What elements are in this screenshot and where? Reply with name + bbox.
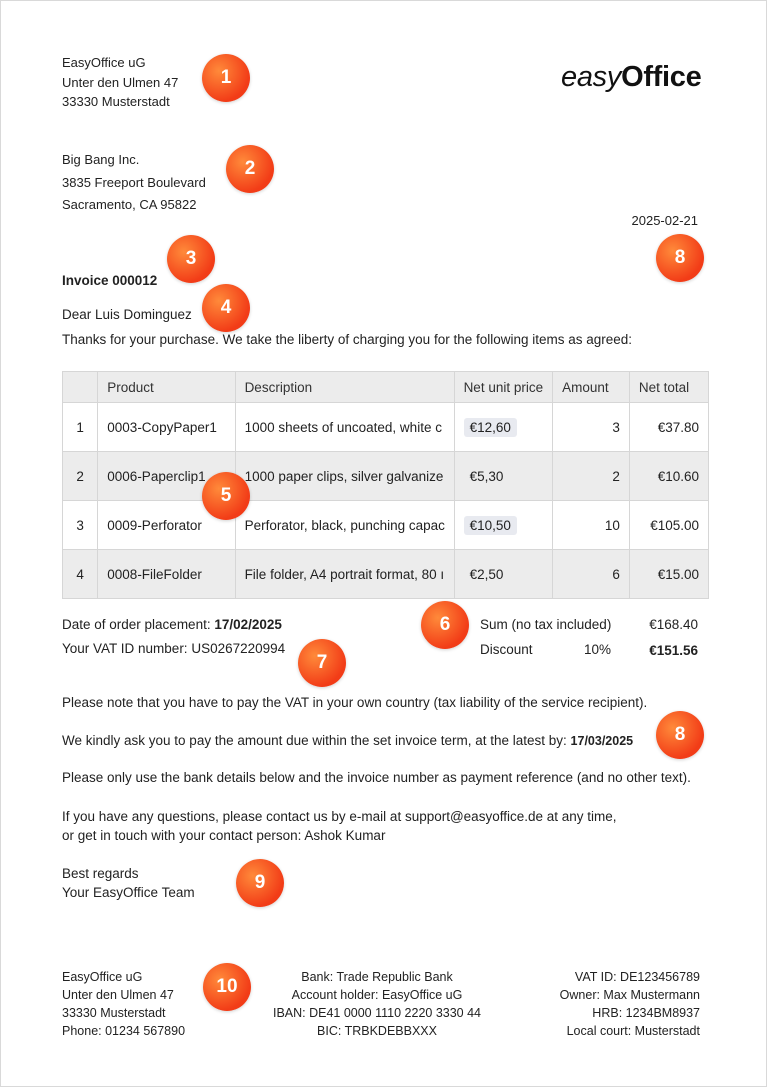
footer-line: Owner: Max Mustermann: [559, 988, 700, 1002]
footer-line: 33330 Musterstadt: [62, 1006, 166, 1020]
order-date-label: Date of order placement:: [62, 617, 211, 632]
questions-line-1: If you have any questions, please contact us by e-mail at support@easyoffice.de at any time,: [62, 809, 617, 824]
annotation-badge-4: 4: [202, 284, 250, 332]
recipient-street: 3835 Freeport Boulevard: [62, 174, 206, 190]
items-table: [62, 371, 709, 599]
col-header-price: Net unit price: [454, 372, 553, 403]
footer-bank: [257, 968, 497, 1040]
vat-value: US0267220994: [191, 641, 286, 656]
annotation-badge-10: 10: [203, 963, 251, 1011]
footer-company: [62, 968, 185, 1040]
cell-total: €15.00: [629, 550, 708, 599]
cell-number: 2: [63, 452, 98, 501]
description-text: 1000 paper clips, silver galvanize: [244, 468, 444, 484]
cell-product: 0009-Perforator: [98, 501, 235, 550]
cell-total: €37.80: [629, 403, 708, 452]
cell-total: €10.60: [629, 452, 708, 501]
cell-product: 0006-Paperclip1: [98, 452, 235, 501]
payment-request: [62, 733, 633, 748]
discount-total: €151.56: [649, 643, 698, 658]
cell-description: [235, 550, 454, 599]
col-header-description: Description: [235, 372, 454, 403]
invoice-title: Invoice 000012: [62, 273, 158, 288]
footer-line: Bank: Trade Republic Bank: [301, 970, 453, 984]
description-text: File folder, A4 portrait format, 80 ı: [244, 566, 445, 582]
table-row: [63, 550, 709, 599]
sender-street: Unter den Ulmen 47: [62, 74, 179, 90]
questions-line-2-text: or get in touch with your contact person:: [62, 828, 302, 843]
cell-number: 3: [63, 501, 98, 550]
sender-name: EasyOffice uG: [62, 55, 146, 70]
col-header-product: Product: [98, 372, 235, 403]
order-date-line: [62, 617, 282, 632]
vat-note: Please note that you have to pay the VAT in your own country (tax liability of the service recipient).: [62, 695, 648, 710]
recipient-name: Big Bang Inc.: [62, 152, 140, 167]
cell-amount: 6: [553, 550, 630, 599]
footer-line: Phone: 01234 567890: [62, 1024, 186, 1038]
cell-product: 0008-FileFolder: [98, 550, 235, 599]
discount-percent: 10%: [584, 642, 612, 657]
col-header-amount: Amount: [553, 372, 630, 403]
cell-total: €105.00: [629, 501, 708, 550]
footer-line: IBAN: DE41 0000 1110 2220 3330 44: [272, 1006, 482, 1020]
discount-label: Discount: [480, 642, 533, 657]
price-text: €10,50: [464, 516, 517, 535]
price-text: €12,60: [464, 418, 517, 437]
invoice-date: 2025-02-21: [631, 213, 698, 228]
cell-number: 1: [63, 403, 98, 452]
cell-description: [235, 501, 454, 550]
logo-part-office: Office: [621, 61, 702, 93]
annotation-badge-8-bottom: 8: [656, 711, 704, 759]
footer-legal: [560, 968, 700, 1040]
description-text: 1000 sheets of uncoated, white c: [244, 419, 442, 435]
questions-line-2: [62, 828, 385, 843]
annotation-badge-8-top: 8: [656, 234, 704, 282]
closing-line-1: Best regards: [62, 866, 139, 881]
cell-price: [454, 501, 553, 550]
footer-line: VAT ID: DE123456789: [574, 970, 700, 984]
recipient-address: [62, 149, 206, 217]
cell-description: [235, 403, 454, 452]
cell-price: [454, 403, 553, 452]
cell-number: 4: [63, 550, 98, 599]
order-date-value: 17/02/2025: [214, 617, 282, 632]
cell-amount: 10: [553, 501, 630, 550]
footer-line: Unter den Ulmen 47: [62, 988, 174, 1002]
sender-address: [62, 53, 178, 112]
annotation-badge-7: 7: [298, 639, 346, 687]
annotation-badge-3: 3: [167, 235, 215, 283]
annotation-badge-6: 6: [421, 601, 469, 649]
footer-line: Account holder: EasyOffice uG: [291, 988, 463, 1002]
table-row: [63, 403, 709, 452]
contact-person: Ashok Kumar: [304, 828, 386, 843]
cell-price: [454, 452, 553, 501]
footer-line: HRB: 1234BM8937: [592, 1006, 700, 1020]
cell-amount: 3: [553, 403, 630, 452]
price-text: €2,50: [469, 566, 504, 582]
bank-note: Please only use the bank details below and the invoice number as payment reference (and no other text).: [62, 770, 691, 785]
col-header-number: [63, 372, 98, 403]
price-text: €5,30: [469, 468, 504, 484]
sender-city: 33330 Musterstadt: [62, 94, 170, 109]
table-header-row: [63, 372, 709, 403]
closing-line-2: Your EasyOffice Team: [62, 885, 195, 900]
col-header-total: Net total: [629, 372, 708, 403]
cell-product: 0003-CopyPaper1: [98, 403, 235, 452]
footer-line: BIC: TRBKDEBBXXX: [317, 1024, 437, 1038]
payment-request-text: We kindly ask you to pay the amount due within the set invoice term, at the latest by:: [62, 733, 567, 748]
annotation-badge-9: 9: [236, 859, 284, 907]
annotation-badge-2: 2: [226, 145, 274, 193]
vat-line: [62, 641, 285, 656]
sum-label: Sum (no tax included): [480, 617, 612, 632]
annotation-badge-5: 5: [202, 472, 250, 520]
sum-value: €168.40: [649, 617, 698, 632]
table-row: [63, 452, 709, 501]
footer-line: Local court: Musterstadt: [566, 1024, 700, 1038]
footer-line: EasyOffice uG: [62, 970, 143, 984]
annotation-badge-1: 1: [202, 54, 250, 102]
description-text: Perforator, black, punching capac: [244, 517, 445, 533]
cell-description: [235, 452, 454, 501]
vat-label: Your VAT ID number:: [62, 641, 188, 656]
logo-part-easy: easy: [561, 61, 622, 93]
payment-due-date: 17/03/2025: [570, 734, 634, 748]
cell-amount: 2: [553, 452, 630, 501]
recipient-city: Sacramento, CA 95822: [62, 197, 197, 212]
cell-price: [454, 550, 553, 599]
intro-text: Thanks for your purchase. We take the liberty of charging you for the following items as agreed:: [62, 332, 633, 347]
table-row: [63, 501, 709, 550]
company-logo: [561, 61, 701, 94]
greeting: Dear Luis Dominguez: [62, 307, 192, 322]
